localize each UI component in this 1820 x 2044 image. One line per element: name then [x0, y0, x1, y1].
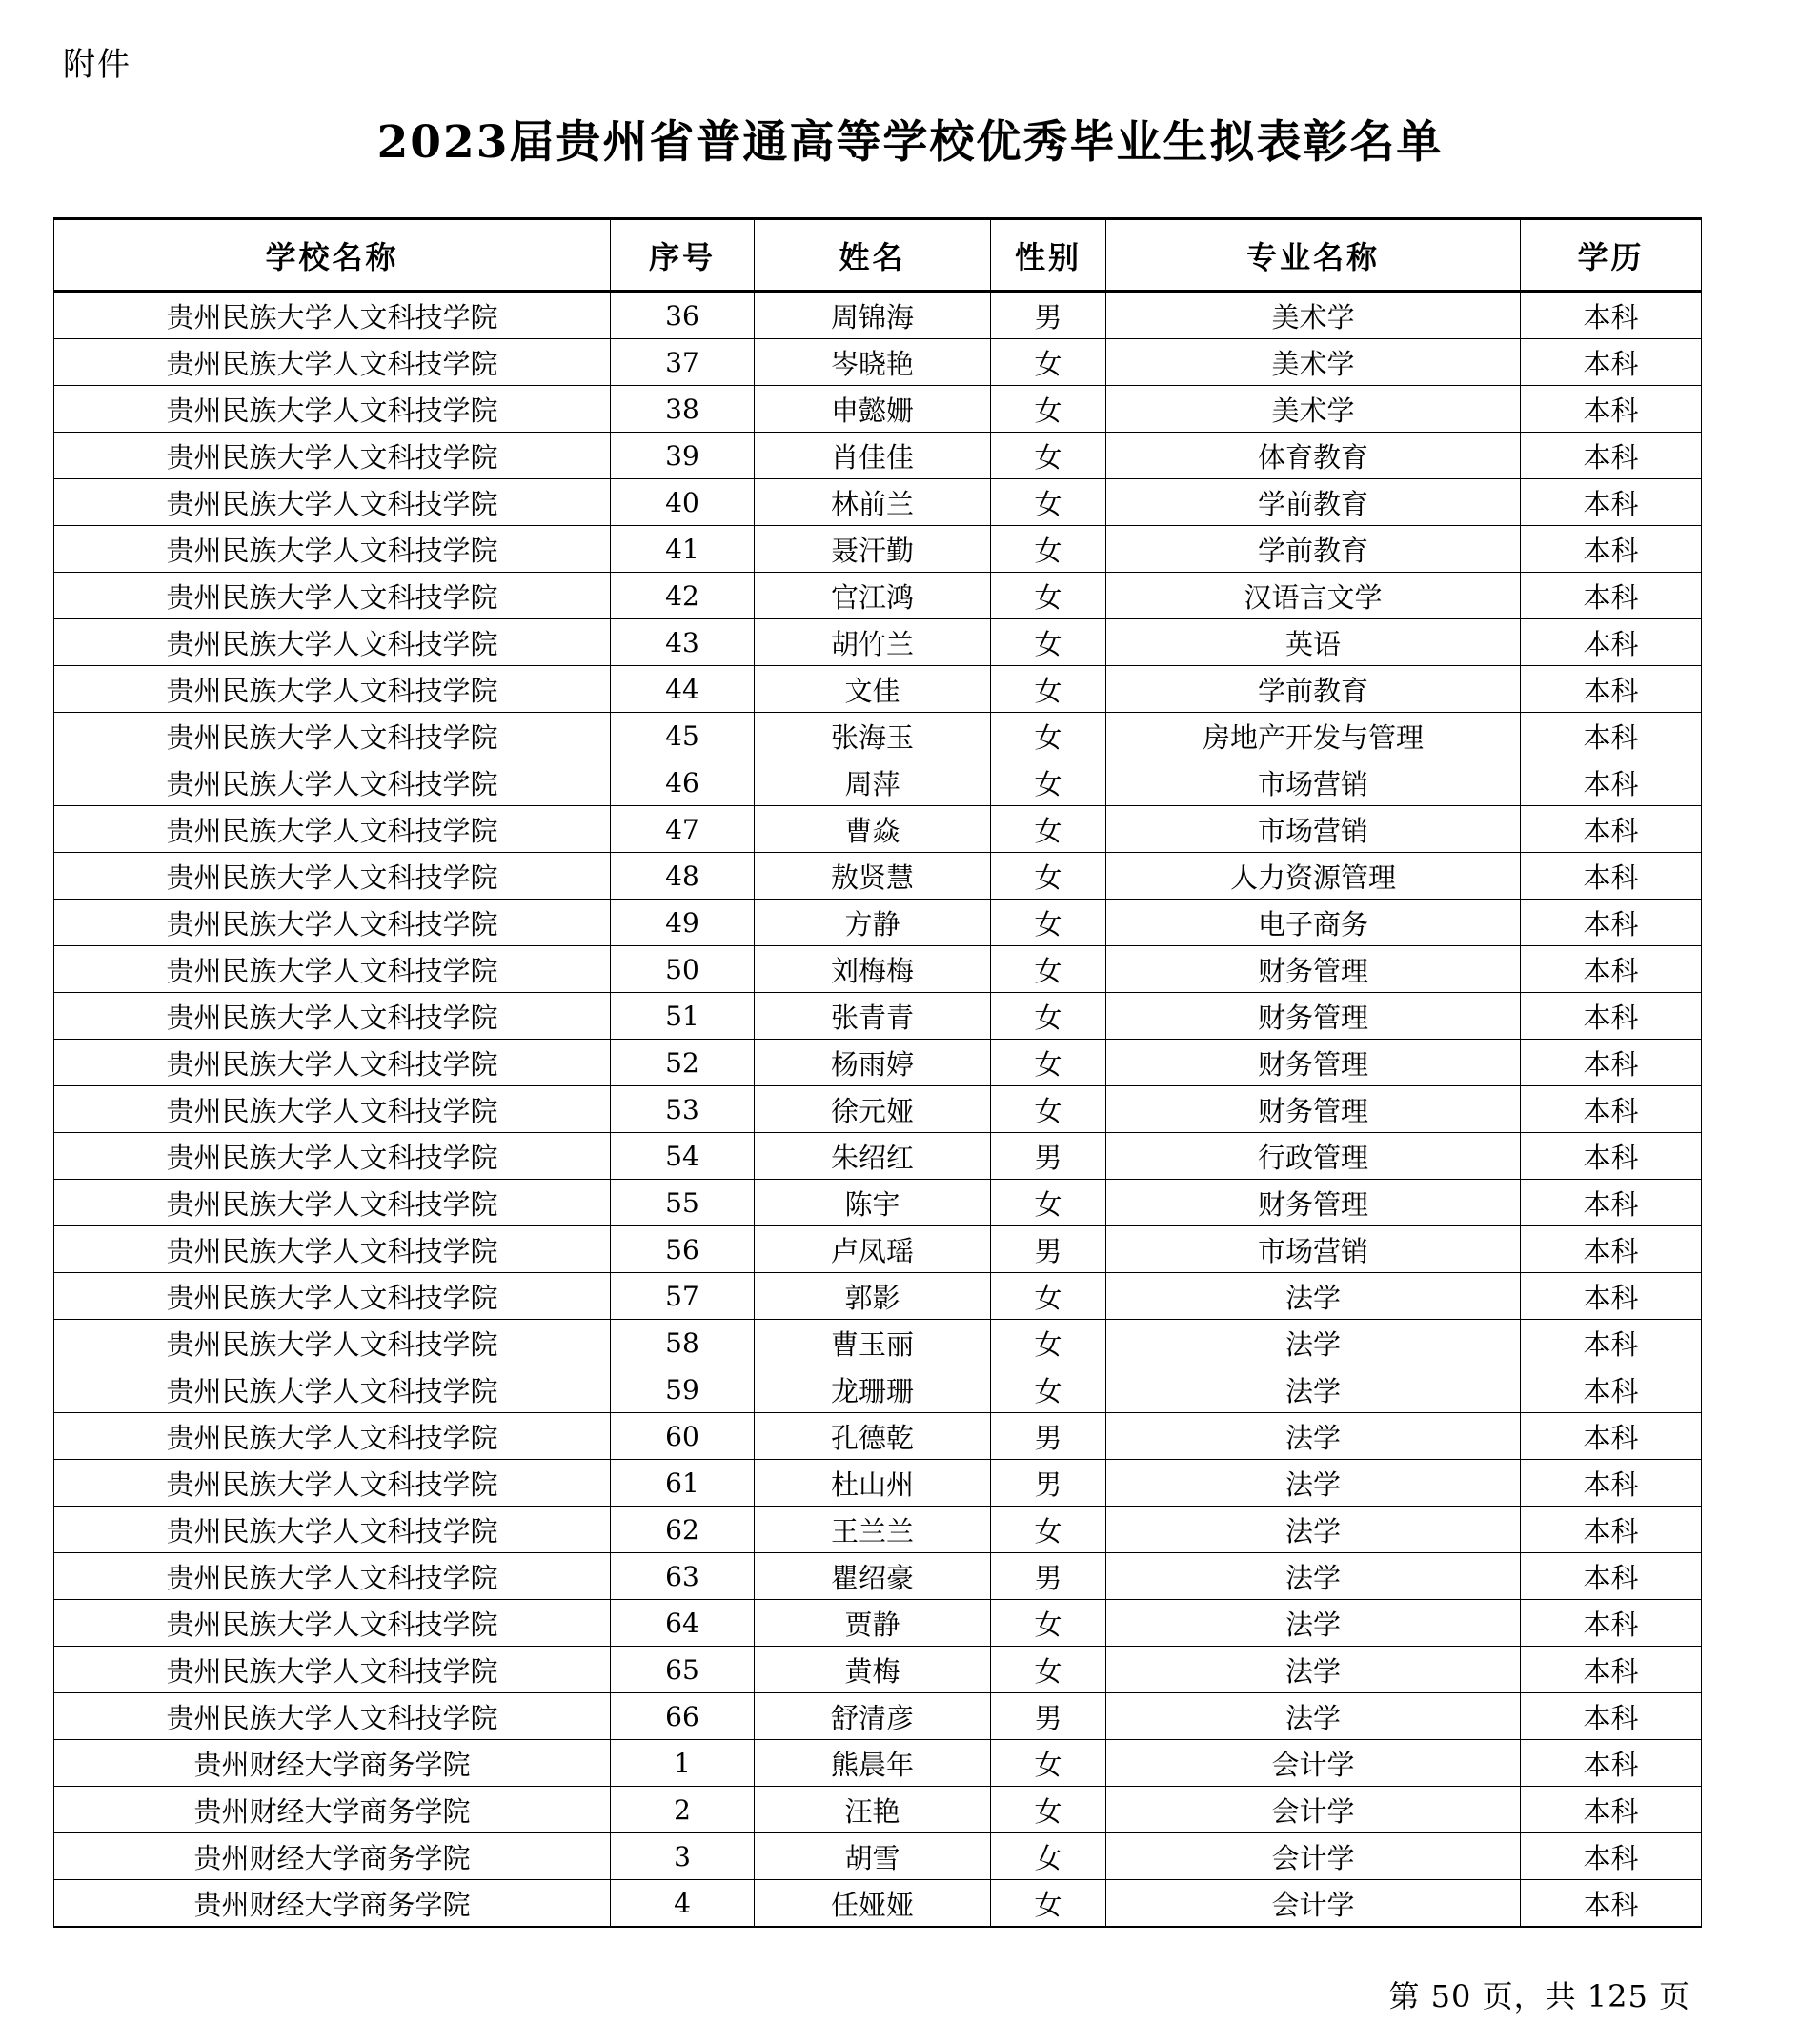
cell-gender: 女 [991, 806, 1106, 853]
table-row [54, 1180, 1702, 1226]
table-row [54, 339, 1702, 386]
cell-name: 舒清彦 [755, 1693, 991, 1740]
table-row [54, 1366, 1702, 1413]
cell-school: 贵州民族大学人文科技学院 [54, 993, 611, 1040]
cell-serial: 36 [611, 292, 755, 339]
cell-name: 聂汗勤 [755, 526, 991, 573]
cell-gender: 女 [991, 479, 1106, 526]
cell-major: 房地产开发与管理 [1106, 713, 1521, 759]
cell-serial: 39 [611, 433, 755, 479]
cell-name: 文佳 [755, 666, 991, 713]
cell-degree: 本科 [1521, 1600, 1702, 1647]
cell-gender: 女 [991, 853, 1106, 900]
cell-serial: 40 [611, 479, 755, 526]
cell-degree: 本科 [1521, 1460, 1702, 1507]
cell-gender: 女 [991, 1086, 1106, 1133]
cell-serial: 56 [611, 1226, 755, 1273]
cell-serial: 59 [611, 1366, 755, 1413]
cell-school: 贵州民族大学人文科技学院 [54, 339, 611, 386]
cell-name: 黄梅 [755, 1647, 991, 1693]
cell-name: 肖佳佳 [755, 433, 991, 479]
cell-school: 贵州民族大学人文科技学院 [54, 1600, 611, 1647]
cell-major: 英语 [1106, 619, 1521, 666]
cell-major: 市场营销 [1106, 1226, 1521, 1273]
cell-gender: 女 [991, 946, 1106, 993]
cell-major: 法学 [1106, 1693, 1521, 1740]
table-row [54, 900, 1702, 946]
cell-gender: 女 [991, 993, 1106, 1040]
cell-major: 行政管理 [1106, 1133, 1521, 1180]
cell-name: 徐元娅 [755, 1086, 991, 1133]
cell-gender: 女 [991, 433, 1106, 479]
cell-major: 美术学 [1106, 339, 1521, 386]
cell-name: 张海玉 [755, 713, 991, 759]
table-row [54, 713, 1702, 759]
table-header-row [54, 219, 1702, 292]
cell-serial: 1 [611, 1740, 755, 1787]
cell-name: 张青青 [755, 993, 991, 1040]
cell-gender: 女 [991, 1833, 1106, 1880]
cell-major: 汉语言文学 [1106, 573, 1521, 619]
cell-serial: 41 [611, 526, 755, 573]
cell-serial: 48 [611, 853, 755, 900]
cell-serial: 46 [611, 759, 755, 806]
cell-gender: 女 [991, 1880, 1106, 1928]
table-row [54, 1460, 1702, 1507]
cell-school: 贵州民族大学人文科技学院 [54, 1413, 611, 1460]
cell-name: 胡竹兰 [755, 619, 991, 666]
table-row [54, 853, 1702, 900]
cell-serial: 61 [611, 1460, 755, 1507]
cell-gender: 女 [991, 1787, 1106, 1833]
cell-name: 熊晨年 [755, 1740, 991, 1787]
cell-major: 美术学 [1106, 386, 1521, 433]
cell-degree: 本科 [1521, 339, 1702, 386]
honoree-table [53, 217, 1702, 1928]
cell-major: 法学 [1106, 1273, 1521, 1320]
table-row [54, 759, 1702, 806]
table-body [54, 292, 1702, 1928]
cell-gender: 男 [991, 1413, 1106, 1460]
cell-serial: 50 [611, 946, 755, 993]
cell-school: 贵州民族大学人文科技学院 [54, 1273, 611, 1320]
table-row [54, 993, 1702, 1040]
cell-serial: 55 [611, 1180, 755, 1226]
table-row [54, 479, 1702, 526]
cell-degree: 本科 [1521, 292, 1702, 339]
cell-major: 会计学 [1106, 1833, 1521, 1880]
cell-degree: 本科 [1521, 1553, 1702, 1600]
cell-serial: 47 [611, 806, 755, 853]
cell-name: 杜山州 [755, 1460, 991, 1507]
cell-name: 朱绍红 [755, 1133, 991, 1180]
cell-gender: 女 [991, 573, 1106, 619]
cell-serial: 52 [611, 1040, 755, 1086]
cell-gender: 女 [991, 713, 1106, 759]
cell-gender: 女 [991, 386, 1106, 433]
cell-major: 会计学 [1106, 1880, 1521, 1928]
cell-gender: 女 [991, 666, 1106, 713]
table-row [54, 619, 1702, 666]
cell-gender: 男 [991, 1553, 1106, 1600]
cell-major: 学前教育 [1106, 479, 1521, 526]
cell-degree: 本科 [1521, 1086, 1702, 1133]
cell-serial: 53 [611, 1086, 755, 1133]
cell-degree: 本科 [1521, 806, 1702, 853]
cell-school: 贵州民族大学人文科技学院 [54, 759, 611, 806]
cell-gender: 男 [991, 1226, 1106, 1273]
table-row [54, 1647, 1702, 1693]
cell-major: 法学 [1106, 1366, 1521, 1413]
cell-gender: 女 [991, 1366, 1106, 1413]
cell-major: 法学 [1106, 1460, 1521, 1507]
table-row [54, 1040, 1702, 1086]
cell-gender: 女 [991, 1180, 1106, 1226]
cell-name: 曹玉丽 [755, 1320, 991, 1366]
cell-school: 贵州民族大学人文科技学院 [54, 853, 611, 900]
cell-degree: 本科 [1521, 619, 1702, 666]
cell-major: 法学 [1106, 1647, 1521, 1693]
cell-serial: 44 [611, 666, 755, 713]
table-row [54, 666, 1702, 713]
cell-major: 财务管理 [1106, 1086, 1521, 1133]
cell-name: 曹焱 [755, 806, 991, 853]
cell-gender: 男 [991, 1693, 1106, 1740]
cell-name: 敖贤慧 [755, 853, 991, 900]
cell-serial: 2 [611, 1787, 755, 1833]
cell-major: 体育教育 [1106, 433, 1521, 479]
cell-major: 财务管理 [1106, 946, 1521, 993]
cell-serial: 64 [611, 1600, 755, 1647]
table-row [54, 806, 1702, 853]
cell-major: 财务管理 [1106, 1040, 1521, 1086]
cell-major: 法学 [1106, 1507, 1521, 1553]
cell-serial: 49 [611, 900, 755, 946]
cell-school: 贵州民族大学人文科技学院 [54, 1226, 611, 1273]
cell-degree: 本科 [1521, 526, 1702, 573]
cell-degree: 本科 [1521, 900, 1702, 946]
cell-degree: 本科 [1521, 386, 1702, 433]
cell-major: 法学 [1106, 1320, 1521, 1366]
cell-degree: 本科 [1521, 1133, 1702, 1180]
cell-serial: 57 [611, 1273, 755, 1320]
column-header-school: 学校名称 [54, 219, 611, 292]
cell-degree: 本科 [1521, 433, 1702, 479]
column-header-serial: 序号 [611, 219, 755, 292]
cell-name: 孔德乾 [755, 1413, 991, 1460]
cell-school: 贵州民族大学人文科技学院 [54, 433, 611, 479]
cell-major: 美术学 [1106, 292, 1521, 339]
cell-name: 龙珊珊 [755, 1366, 991, 1413]
cell-school: 贵州财经大学商务学院 [54, 1787, 611, 1833]
cell-major: 会计学 [1106, 1740, 1521, 1787]
table-row [54, 1833, 1702, 1880]
cell-gender: 女 [991, 1740, 1106, 1787]
table-row [54, 386, 1702, 433]
cell-school: 贵州民族大学人文科技学院 [54, 713, 611, 759]
cell-major: 法学 [1106, 1413, 1521, 1460]
cell-degree: 本科 [1521, 573, 1702, 619]
cell-gender: 女 [991, 526, 1106, 573]
cell-gender: 男 [991, 292, 1106, 339]
cell-degree: 本科 [1521, 1413, 1702, 1460]
cell-name: 方静 [755, 900, 991, 946]
cell-gender: 女 [991, 1273, 1106, 1320]
cell-serial: 62 [611, 1507, 755, 1553]
cell-degree: 本科 [1521, 1880, 1702, 1928]
cell-name: 刘梅梅 [755, 946, 991, 993]
column-header-degree: 学历 [1521, 219, 1702, 292]
cell-gender: 女 [991, 1320, 1106, 1366]
table-row [54, 1133, 1702, 1180]
cell-school: 贵州民族大学人文科技学院 [54, 1553, 611, 1600]
cell-gender: 女 [991, 1600, 1106, 1647]
cell-name: 杨雨婷 [755, 1040, 991, 1086]
cell-name: 汪艳 [755, 1787, 991, 1833]
column-header-name: 姓名 [755, 219, 991, 292]
table-row [54, 1507, 1702, 1553]
cell-school: 贵州民族大学人文科技学院 [54, 1507, 611, 1553]
cell-degree: 本科 [1521, 993, 1702, 1040]
page-title: 2023届贵州省普通高等学校优秀毕业生拟表彰名单 [376, 116, 1444, 169]
cell-major: 人力资源管理 [1106, 853, 1521, 900]
cell-name: 瞿绍豪 [755, 1553, 991, 1600]
cell-school: 贵州民族大学人文科技学院 [54, 1133, 611, 1180]
cell-school: 贵州民族大学人文科技学院 [54, 292, 611, 339]
cell-degree: 本科 [1521, 479, 1702, 526]
cell-serial: 4 [611, 1880, 755, 1928]
table-row [54, 946, 1702, 993]
cell-school: 贵州财经大学商务学院 [54, 1880, 611, 1928]
cell-name: 周萍 [755, 759, 991, 806]
cell-serial: 54 [611, 1133, 755, 1180]
table-row [54, 526, 1702, 573]
table-row [54, 1693, 1702, 1740]
cell-name: 胡雪 [755, 1833, 991, 1880]
cell-degree: 本科 [1521, 1180, 1702, 1226]
cell-degree: 本科 [1521, 1740, 1702, 1787]
cell-serial: 66 [611, 1693, 755, 1740]
cell-degree: 本科 [1521, 1787, 1702, 1833]
cell-degree: 本科 [1521, 1273, 1702, 1320]
table-row [54, 1600, 1702, 1647]
cell-school: 贵州民族大学人文科技学院 [54, 619, 611, 666]
cell-serial: 3 [611, 1833, 755, 1880]
cell-degree: 本科 [1521, 1226, 1702, 1273]
cell-school: 贵州民族大学人文科技学院 [54, 1693, 611, 1740]
cell-serial: 60 [611, 1413, 755, 1460]
cell-school: 贵州财经大学商务学院 [54, 1740, 611, 1787]
cell-degree: 本科 [1521, 1833, 1702, 1880]
cell-major: 学前教育 [1106, 526, 1521, 573]
cell-degree: 本科 [1521, 713, 1702, 759]
cell-name: 郭影 [755, 1273, 991, 1320]
cell-school: 贵州民族大学人文科技学院 [54, 1040, 611, 1086]
cell-gender: 女 [991, 1507, 1106, 1553]
table-row [54, 1226, 1702, 1273]
cell-school: 贵州民族大学人文科技学院 [54, 946, 611, 993]
table-row [54, 1413, 1702, 1460]
cell-gender: 男 [991, 1133, 1106, 1180]
cell-school: 贵州民族大学人文科技学院 [54, 526, 611, 573]
cell-serial: 43 [611, 619, 755, 666]
cell-gender: 女 [991, 339, 1106, 386]
cell-name: 任娅娅 [755, 1880, 991, 1928]
cell-serial: 38 [611, 386, 755, 433]
column-header-gender: 性别 [991, 219, 1106, 292]
page-number: 第 50 页，共 125 页 [1388, 1978, 1690, 2014]
table-row [54, 1086, 1702, 1133]
cell-school: 贵州民族大学人文科技学院 [54, 806, 611, 853]
cell-major: 财务管理 [1106, 993, 1521, 1040]
cell-gender: 女 [991, 1040, 1106, 1086]
cell-major: 学前教育 [1106, 666, 1521, 713]
cell-degree: 本科 [1521, 1647, 1702, 1693]
cell-gender: 女 [991, 619, 1106, 666]
cell-name: 岑晓艳 [755, 339, 991, 386]
cell-major: 市场营销 [1106, 759, 1521, 806]
table-row [54, 1787, 1702, 1833]
cell-school: 贵州民族大学人文科技学院 [54, 1086, 611, 1133]
cell-serial: 58 [611, 1320, 755, 1366]
table-row [54, 1553, 1702, 1600]
cell-degree: 本科 [1521, 946, 1702, 993]
cell-major: 电子商务 [1106, 900, 1521, 946]
cell-degree: 本科 [1521, 1366, 1702, 1413]
cell-school: 贵州民族大学人文科技学院 [54, 1180, 611, 1226]
attachment-label: 附件 [63, 46, 131, 84]
column-header-major: 专业名称 [1106, 219, 1521, 292]
table-row [54, 1740, 1702, 1787]
cell-gender: 女 [991, 1647, 1106, 1693]
cell-major: 法学 [1106, 1600, 1521, 1647]
table-row [54, 292, 1702, 339]
table-row [54, 433, 1702, 479]
cell-school: 贵州民族大学人文科技学院 [54, 1320, 611, 1366]
cell-school: 贵州民族大学人文科技学院 [54, 386, 611, 433]
cell-degree: 本科 [1521, 1507, 1702, 1553]
cell-name: 贾静 [755, 1600, 991, 1647]
cell-name: 卢凤瑶 [755, 1226, 991, 1273]
cell-school: 贵州民族大学人文科技学院 [54, 479, 611, 526]
table-row [54, 573, 1702, 619]
cell-name: 林前兰 [755, 479, 991, 526]
table-row [54, 1880, 1702, 1928]
cell-school: 贵州财经大学商务学院 [54, 1833, 611, 1880]
cell-serial: 63 [611, 1553, 755, 1600]
cell-degree: 本科 [1521, 1693, 1702, 1740]
cell-serial: 65 [611, 1647, 755, 1693]
cell-name: 王兰兰 [755, 1507, 991, 1553]
cell-school: 贵州民族大学人文科技学院 [54, 666, 611, 713]
cell-school: 贵州民族大学人文科技学院 [54, 900, 611, 946]
cell-degree: 本科 [1521, 666, 1702, 713]
cell-name: 申懿姗 [755, 386, 991, 433]
cell-school: 贵州民族大学人文科技学院 [54, 1366, 611, 1413]
cell-serial: 51 [611, 993, 755, 1040]
cell-school: 贵州民族大学人文科技学院 [54, 1647, 611, 1693]
cell-serial: 42 [611, 573, 755, 619]
cell-name: 官江鸿 [755, 573, 991, 619]
cell-school: 贵州民族大学人文科技学院 [54, 1460, 611, 1507]
table-row [54, 1320, 1702, 1366]
cell-major: 法学 [1106, 1553, 1521, 1600]
cell-degree: 本科 [1521, 853, 1702, 900]
cell-degree: 本科 [1521, 759, 1702, 806]
cell-degree: 本科 [1521, 1040, 1702, 1086]
cell-school: 贵州民族大学人文科技学院 [54, 573, 611, 619]
table-row [54, 1273, 1702, 1320]
cell-gender: 女 [991, 759, 1106, 806]
cell-serial: 45 [611, 713, 755, 759]
cell-gender: 女 [991, 900, 1106, 946]
cell-major: 市场营销 [1106, 806, 1521, 853]
cell-gender: 男 [991, 1460, 1106, 1507]
cell-major: 财务管理 [1106, 1180, 1521, 1226]
cell-serial: 37 [611, 339, 755, 386]
cell-name: 陈宇 [755, 1180, 991, 1226]
cell-major: 会计学 [1106, 1787, 1521, 1833]
cell-degree: 本科 [1521, 1320, 1702, 1366]
cell-name: 周锦海 [755, 292, 991, 339]
